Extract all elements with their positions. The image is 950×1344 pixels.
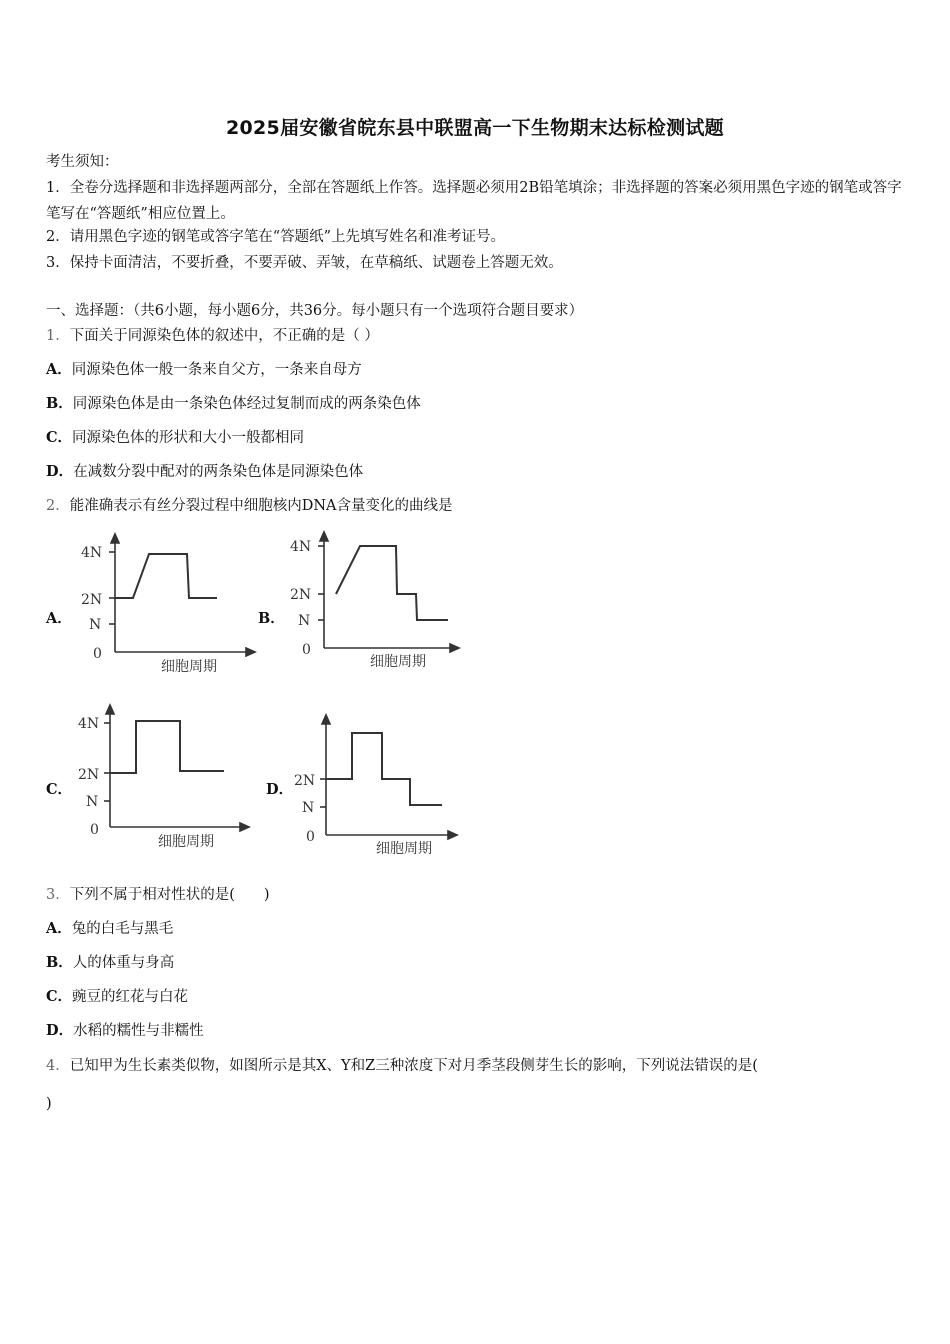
y-tick-2n: 2N	[81, 592, 103, 608]
y-tick-n: N	[89, 617, 102, 633]
question-number: 3．	[46, 887, 70, 903]
option-label: C．	[46, 429, 73, 446]
dna-curve	[326, 733, 442, 805]
question-2	[46, 496, 453, 516]
y-tick-2n: 2N	[78, 767, 100, 783]
q1-option-d[interactable]	[46, 462, 363, 482]
section-heading: 一、选择题：（共6小题，每小题6分，共36分。每小题只有一个选项符合题目要求）	[46, 303, 584, 319]
x-axis-arrow	[240, 823, 249, 831]
q1-option-c[interactable]	[46, 428, 304, 448]
notice-item-2: 2．请用黑色字迹的钢笔或答字笔在“答题纸”上先填写姓名和准考证号。	[46, 229, 506, 245]
question-stem: 已知甲为生长素类似物，如图所示是其X、Y和Z三种浓度下对月季茎段侧芽生长的影响，下列说法错误的是(	[69, 1058, 758, 1074]
y-tick-0: 0	[306, 829, 315, 845]
y-tick-4n: 4N	[78, 716, 100, 732]
question-3	[46, 885, 270, 905]
x-axis-label: 细胞周期	[161, 659, 217, 675]
question-number: 2．	[46, 498, 70, 514]
y-axis-arrow	[111, 534, 119, 543]
y-tick-2n: 2N	[290, 587, 312, 603]
notice-heading: 考生须知：	[46, 154, 119, 170]
graph-c-label[interactable]: C．	[46, 781, 73, 798]
graph-d	[292, 713, 472, 863]
option-text: 同源染色体是由一条染色体经过复制而成的两条染色体	[72, 396, 421, 412]
x-axis-arrow	[450, 644, 459, 652]
exam-title: 2025届安徽省皖东县中联盟高一下生物期末达标检测试题	[226, 117, 724, 139]
option-label: B．	[46, 954, 73, 971]
x-axis-label: 细胞周期	[370, 654, 426, 670]
question-stem: 下列不属于相对性状的是( )	[69, 887, 270, 903]
question-4-stem-end: )	[46, 1096, 52, 1112]
y-axis-arrow	[320, 532, 328, 541]
graph-a	[75, 532, 265, 677]
option-label: A．	[46, 920, 72, 937]
y-tick-0: 0	[90, 822, 99, 838]
y-tick-n: N	[298, 613, 311, 629]
option-text: 人的体重与身高	[72, 955, 175, 971]
option-label: D．	[46, 463, 74, 480]
q3-option-a[interactable]	[46, 919, 173, 939]
option-label: A．	[46, 361, 72, 378]
graph-d-label[interactable]: D．	[266, 781, 294, 798]
q1-option-a[interactable]	[46, 360, 362, 380]
graph-c	[74, 703, 264, 853]
option-text: 在减数分裂中配对的两条染色体是同源染色体	[73, 464, 364, 480]
dna-curve	[115, 554, 217, 598]
question-stem: 能准确表示有丝分裂过程中细胞核内DNA含量变化的曲线是	[69, 498, 453, 514]
option-label: D．	[46, 1022, 74, 1039]
graph-b-label[interactable]: B．	[258, 610, 285, 627]
q3-option-c[interactable]	[46, 987, 188, 1007]
x-axis-arrow	[448, 831, 457, 839]
dna-curve	[110, 721, 224, 773]
option-text: 水稻的糯性与非糯性	[73, 1023, 204, 1039]
option-label: B．	[46, 395, 73, 412]
option-text: 同源染色体一般一条来自父方，一条来自母方	[71, 362, 362, 378]
notice-item-3: 3．保持卡面清洁，不要折叠，不要弄破、弄皱，在草稿纸、试题卷上答题无效。	[46, 255, 563, 271]
notice-item-1: 1．全卷分选择题和非选择题两部分，全部在答题纸上作答。选择题必须用2B铅笔填涂；非选择题的答案必须用黑色字迹的钢笔或答字笔写在“答题纸”相应位置上。	[46, 180, 902, 222]
y-tick-n: N	[302, 800, 315, 816]
question-stem: 下面关于同源染色体的叙述中，不正确的是（ ）	[69, 328, 379, 344]
graph-a-label[interactable]: A．	[46, 610, 72, 627]
option-text: 兔的白毛与黑毛	[71, 921, 174, 937]
x-axis-label: 细胞周期	[376, 841, 432, 857]
y-tick-4n: 4N	[81, 545, 103, 561]
x-axis-label: 细胞周期	[158, 834, 214, 850]
graph-b	[286, 530, 476, 675]
y-tick-2n: 2N	[294, 773, 316, 789]
y-tick-n: N	[86, 794, 99, 810]
y-tick-0: 0	[93, 646, 102, 662]
option-text: 同源染色体的形状和大小一般都相同	[72, 430, 305, 446]
y-tick-4n: 4N	[290, 539, 312, 555]
question-number: 4．	[46, 1058, 70, 1074]
question-number: 1．	[46, 328, 70, 344]
y-axis-arrow	[322, 715, 330, 724]
q1-option-b[interactable]	[46, 394, 421, 414]
option-label: C．	[46, 988, 73, 1005]
y-axis-arrow	[106, 705, 114, 714]
question-4	[46, 1056, 758, 1076]
y-tick-0: 0	[302, 642, 311, 658]
question-1	[46, 326, 379, 346]
q3-option-b[interactable]	[46, 953, 174, 973]
q3-option-d[interactable]	[46, 1021, 204, 1041]
dna-curve	[336, 546, 448, 620]
option-text: 豌豆的红花与白花	[72, 989, 189, 1005]
x-axis-arrow	[246, 648, 255, 656]
